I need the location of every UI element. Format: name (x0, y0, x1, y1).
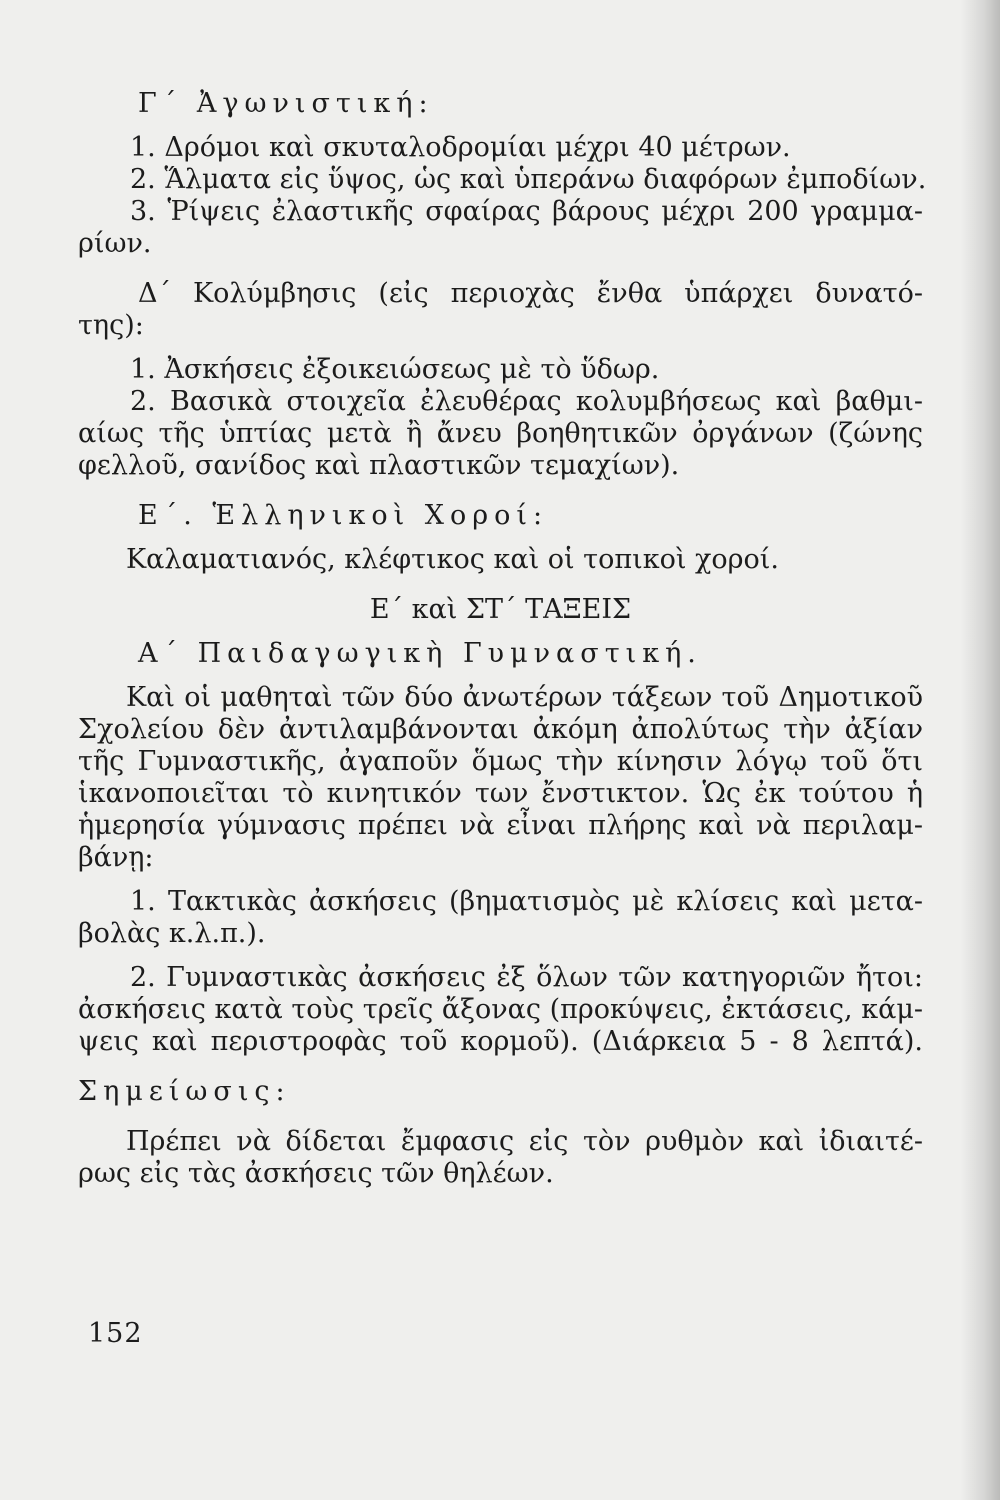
list-item: 2. Βασικὰ στοιχεῖα ἐλευθέρας κολυμβήσεως καὶ βαθμι- (130, 386, 923, 417)
list-item: 1. Ἀσκήσεις ἐξοικειώσεως μὲ τὸ ὕδωρ. (130, 354, 660, 385)
note-heading: Σημείωσις: (78, 1076, 291, 1107)
section-heading-competitive: Γ΄ Ἀγωνιστική: (138, 88, 434, 119)
paragraph-line: ἱκανοποιεῖται τὸ κινητικόν των ἔνστικτον. Ὡς ἐκ τούτου ἡ (78, 778, 923, 809)
list-item: 2. Γυμναστικὰς ἀσκήσεις ἐξ ὅλων τῶν κατηγοριῶν ἤτοι: (130, 962, 923, 993)
note-line: Πρέπει νὰ δίδεται ἔμφασις εἰς τὸν ρυθμὸν καὶ ἰδιαιτέ- (126, 1126, 923, 1157)
section-heading-greek-dances: Ε΄. Ἑλληνικοὶ Χοροί: (138, 500, 549, 531)
section-heading-swimming: Δ΄ Κολύμβησις (εἰς περιοχὰς ἔνθα ὑπάρχει δυνατό- (138, 278, 923, 309)
list-item-continuation: φελλοῦ, σανίδος καὶ πλαστικῶν τεμαχίων). (78, 450, 680, 481)
page-edge-shadow (960, 0, 1000, 1500)
section-heading-pedagogical-gymnastics: Α΄ Παιδαγωγικὴ Γυμναστική. (138, 638, 702, 669)
paragraph-line: Σχολείου δὲν ἀντιλαμβάνονται ἀκόμη ἀπολύτως τὴν ἀξίαν (78, 714, 923, 745)
list-item: 3. Ῥίψεις ἐλαστικῆς σφαίρας βάρους μέχρι 200 γραμμα- (130, 196, 923, 227)
list-item: 2. Ἅλματα εἰς ὕψος, ὡς καὶ ὑπεράνω διαφόρων ἐμποδίων. (130, 164, 927, 195)
list-item-continuation: βολὰς κ.λ.π.). (78, 918, 266, 949)
list-item-continuation: αίως τῆς ὑπτίας μετὰ ἢ ἄνευ βοηθητικῶν ὀργάνων (ζώνης (78, 418, 923, 449)
note-line: ρως εἰς τὰς ἀσκήσεις τῶν θηλέων. (78, 1158, 554, 1189)
list-item-continuation: ρίων. (78, 228, 152, 259)
paragraph: Καλαματιανός, κλέφτικος καὶ οἱ τοπικοὶ χοροί. (126, 544, 779, 575)
paragraph-line: τῆς Γυμναστικῆς, ἀγαποῦν ὅμως τὴν κίνησιν λόγῳ τοῦ ὅτι (78, 746, 923, 777)
list-item: 1. Τακτικὰς ἀσκήσεις (βηματισμὸς μὲ κλίσεις καὶ μετα- (130, 886, 923, 917)
page-number: 152 (88, 1318, 143, 1349)
section-heading-swimming-continuation: της): (78, 310, 144, 341)
list-item-continuation: ψεις καὶ περιστροφὰς τοῦ κορμοῦ). (Διάρκεια 5 - 8 λεπτά). (78, 1026, 923, 1057)
list-item: 1. Δρόμοι καὶ σκυταλοδρομίαι μέχρι 40 μέτρων. (130, 132, 791, 163)
classes-heading: Ε΄ καὶ ΣΤ΄ ΤΑΞΕΙΣ (369, 594, 632, 625)
list-item-continuation: ἀσκήσεις κατὰ τοὺς τρεῖς ἄξονας (προκύψεις, ἐκτάσεις, κάμ- (78, 994, 923, 1025)
book-page (78, 88, 927, 1190)
paragraph-line: βάνῃ: (78, 842, 154, 873)
paragraph-line: ἡμερησία γύμνασις πρέπει νὰ εἶναι πλήρης καὶ νὰ περιλαμ- (78, 810, 923, 841)
paragraph-line: Καὶ οἱ μαθηταὶ τῶν δύο ἀνωτέρων τάξεων τοῦ Δημοτικοῦ (126, 682, 923, 713)
